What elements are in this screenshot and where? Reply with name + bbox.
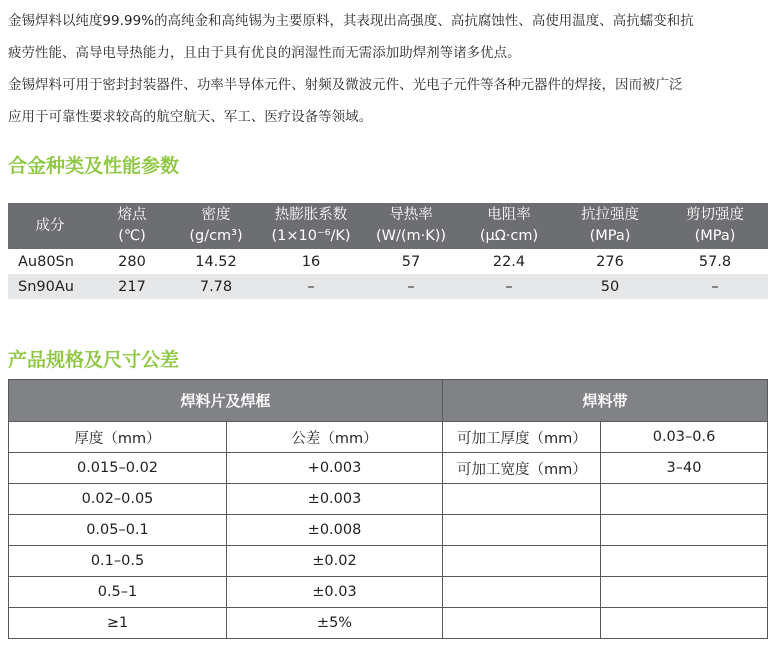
col-header-melting-point: 熔点 (℃) xyxy=(117,207,147,244)
group-header-strip: 焊料带 xyxy=(443,380,768,422)
table-row xyxy=(9,608,768,639)
intro-line: 金锡焊料以纯度99.99%的高纯金和高纯锡为主要原料，其表现出高强度、高抗腐蚀性、高使用温度、高抗蠕变和抗 xyxy=(8,14,694,29)
table-cell: 0.1–0.5 xyxy=(9,546,227,577)
table-row xyxy=(9,577,768,608)
col-header-tensile-strength: 抗拉强度 (MPa) xyxy=(581,207,639,244)
table-row xyxy=(9,546,768,577)
col-header-thickness: 厚度（mm） xyxy=(9,422,227,453)
table-row xyxy=(9,515,768,546)
table-row xyxy=(9,422,768,453)
table-cell: – xyxy=(307,278,315,295)
table-cell: ±0.003 xyxy=(227,484,443,515)
section-title-specifications: 产品规格及尺寸公差 xyxy=(8,349,180,371)
table-cell: 217 xyxy=(118,278,146,295)
col-header-resistivity: 电阻率 (μΩ·cm) xyxy=(479,207,539,244)
col-header-composition: 成分 xyxy=(35,217,65,234)
empty-cell xyxy=(601,546,768,577)
empty-cell xyxy=(443,577,601,608)
intro-line: 疲劳性能、高导电导热能力，且由于具有优良的润湿性而无需添加助焊剂等诸多优点。 xyxy=(8,46,521,61)
table-cell: 0.05–0.1 xyxy=(9,515,227,546)
empty-cell xyxy=(443,515,601,546)
table-cell: 276 xyxy=(596,253,624,270)
table-cell: Sn90Au xyxy=(18,278,74,295)
table-cell: ≥1 xyxy=(9,608,227,639)
table-cell: – xyxy=(711,278,719,295)
table-cell: Au80Sn xyxy=(18,253,74,270)
col-header-tolerance: 公差（mm） xyxy=(227,422,443,453)
table-cell: 57.8 xyxy=(698,253,732,270)
table-cell: ±0.008 xyxy=(227,515,443,546)
table-row xyxy=(8,274,768,299)
table-cell: 0.02–0.05 xyxy=(9,484,227,515)
table-cell: +0.003 xyxy=(227,453,443,484)
table-cell: 16 xyxy=(301,253,321,270)
section-title-alloy-properties: 合金种类及性能参数 xyxy=(8,155,180,177)
table-cell: 可加工厚度（mm） xyxy=(443,422,601,453)
col-header-thermal-expansion: 热膨胀系数 (1×10⁻⁶/K) xyxy=(271,207,351,244)
intro-line: 金锡焊料可用于密封封装器件、功率半导体元件、射频及微波元件、光电子元件等各种元器件的焊接，因而被广泛 xyxy=(8,78,683,93)
intro-line: 应用于可靠性要求较高的航空航天、军工、医疗设备等领域。 xyxy=(8,110,373,125)
col-header-shear-strength: 剪切强度 (MPa) xyxy=(686,207,744,244)
table-cell: ±5% xyxy=(227,608,443,639)
empty-cell xyxy=(443,546,601,577)
table-cell: 22.4 xyxy=(492,253,526,270)
col-header-thermal-conductivity: 导热率 (W/(m·K)) xyxy=(375,207,447,244)
table-row xyxy=(8,249,768,274)
table-cell: 280 xyxy=(118,253,146,270)
group-header-sheets-frames: 焊料片及焊框 xyxy=(9,380,443,422)
table-header-row xyxy=(9,380,768,422)
table-cell: ±0.03 xyxy=(227,577,443,608)
alloy-properties-table xyxy=(8,203,768,299)
table-header-row xyxy=(8,203,768,249)
intro-text xyxy=(8,6,772,134)
table-cell: 可加工宽度（mm） xyxy=(443,453,601,484)
table-cell: – xyxy=(505,278,513,295)
table-cell: – xyxy=(407,278,415,295)
table-cell: 57 xyxy=(401,253,421,270)
table-cell: 0.5–1 xyxy=(9,577,227,608)
table-row xyxy=(9,484,768,515)
table-cell: ±0.02 xyxy=(227,546,443,577)
empty-cell xyxy=(443,608,601,639)
table-cell: 7.78 xyxy=(199,278,233,295)
empty-cell xyxy=(443,484,601,515)
col-header-density: 密度 (g/cm³) xyxy=(189,207,243,244)
table-cell: 0.015–0.02 xyxy=(9,453,227,484)
empty-cell xyxy=(601,608,768,639)
table-cell: 50 xyxy=(600,278,620,295)
empty-cell xyxy=(601,484,768,515)
table-row xyxy=(9,453,768,484)
empty-cell xyxy=(601,515,768,546)
table-cell: 14.52 xyxy=(195,253,237,270)
table-cell: 0.03–0.6 xyxy=(601,422,768,453)
specification-table xyxy=(8,379,768,639)
empty-cell xyxy=(601,577,768,608)
table-cell: 3–40 xyxy=(601,453,768,484)
